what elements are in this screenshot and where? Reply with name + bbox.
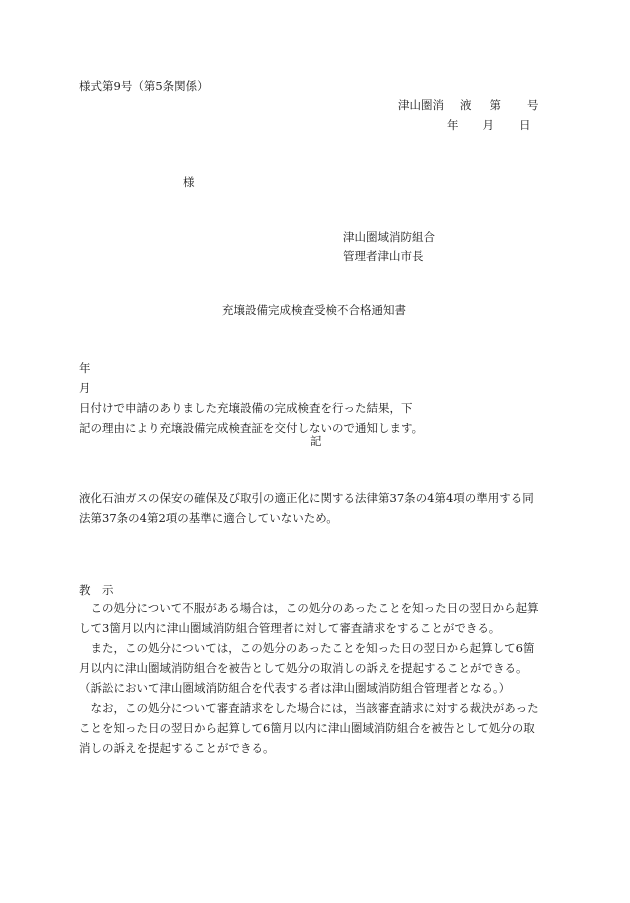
body-year: 年 [79,361,91,375]
body-line-1-rest: 日付けで申請のありました充壌設備の完成検査を行った結果，下 [79,401,413,415]
notice-line: して3箇月以内に津山圏域消防組合管理者に対して審査請求をすることができる。 [79,621,501,635]
document-title: 充壌設備完成検査受検不合格通知書 [222,303,406,317]
body-line-1 [79,358,551,418]
date-day: 日 [519,118,531,132]
body-line-2: 記の理由により充壌設備完成検査証を交付しないので通知します。 [79,421,424,435]
body-paragraph [79,358,551,438]
reason-line-2: 法第37条の4第2項の基準に適合していないため。 [79,511,338,525]
addressee-suffix: 様 [183,175,195,189]
issuer-org: 津山圏域消防組合 [343,230,435,244]
document-number [398,100,539,112]
reason-line-1 [79,488,551,508]
notice-line: この処分について不服がある場合は，この処分のあったことを知った日の翌日から起算 [79,601,539,615]
reason-line-1-text: 液化石油ガスの保安の確保及び取引の適正化に関する法律第37条の4第4項の準用する同 [79,491,534,505]
notice-line: また，この処分については，この処分のあったことを知った日の翌日から起算して6箇 [79,641,535,655]
notice-line: 月以内に津山圏域消防組合を被告として処分の取消しの訴えを提起することができる。 [79,661,528,675]
ki-heading: 記 [310,434,322,448]
date-month: 月 [482,118,494,132]
body-month: 月 [79,381,91,395]
notice-line: （訴訟において津山圏域消防組合を代表する者は津山圏域消防組合管理者となる。） [79,681,511,695]
issuer-title: 管理者津山市長 [343,249,424,263]
doc-number-kind: 液 [460,98,472,112]
doc-number-dai: 第 [489,98,501,112]
notice-line: 消しの訴えを提起することができる。 [79,741,275,755]
issue-date [447,120,531,132]
notice-line: ことを知った日の翌日から起算して6箇月以内に津山圏域消防組合を被告として処分の取 [79,721,535,735]
date-year: 年 [447,118,459,132]
notice-line: なお，この処分について審査請求をした場合には，当該審査請求に対する裁決があった [79,701,539,715]
doc-number-go: 号 [527,98,539,112]
doc-number-prefix: 津山圏消 [398,98,444,112]
notice-heading: 教 示 [79,583,114,597]
reason-paragraph [79,488,551,528]
notice-paragraph [79,598,551,758]
form-label: 様式第9号（第5条関係） [79,79,209,93]
